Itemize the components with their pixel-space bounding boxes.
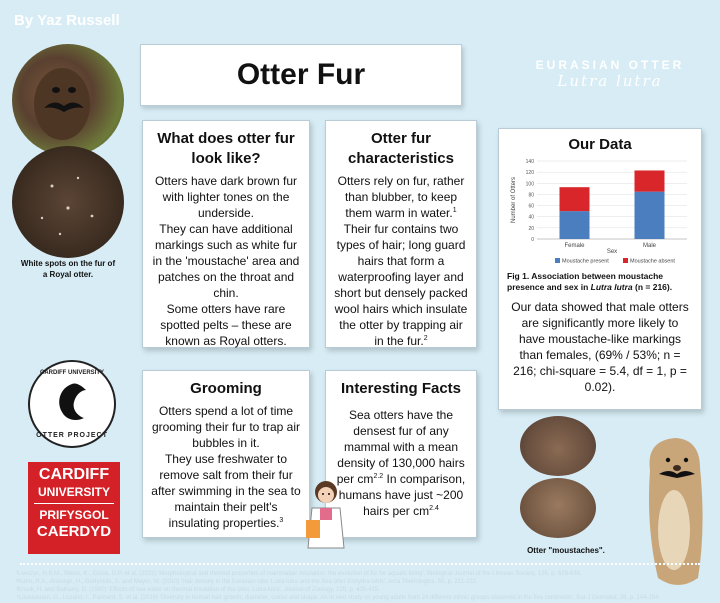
- bar: [560, 187, 590, 211]
- figure-caption: Fig 1. Association between moustache presence and sex in Lutra lutra (n = 216).: [507, 271, 673, 292]
- author-name: By Yaz Russell: [14, 12, 120, 29]
- bar: [635, 170, 665, 191]
- interesting-facts-text: Sea otters have the densest fur of any mammal with a mean density of 130,000 hairs per $cm^{2.2}$ In comparison, humans have just ~200 hairs per $cm^{2.4}$: [336, 408, 466, 518]
- references: [16, 570, 706, 602]
- fur-appearance-text-2: They can have additional markings such as white fur in the 'moustache' area and patches on the throat and chin.: [152, 222, 300, 300]
- fur-appearance-card: [142, 120, 310, 348]
- cu-line-2: UNIVERSITY: [37, 485, 110, 499]
- bar: [635, 192, 665, 239]
- cardiff-university-logo: [28, 462, 120, 554]
- y-tick-label: 0: [531, 237, 534, 243]
- y-tick-label: 40: [528, 214, 534, 221]
- fur-characteristics-heading: Otter fur characteristics: [348, 130, 454, 167]
- grooming-text-2: They use freshwater to remove salt from their fur after swimming in the sea to maintain their pelt's insulating properties.$^3$: [151, 452, 301, 530]
- fur-appearance-text-3: Some otters have rare spotted pelts – these are known as Royal otters.: [160, 302, 292, 348]
- fur-spots-icon: [12, 146, 124, 258]
- interesting-facts-heading: Interesting Facts: [340, 380, 462, 397]
- y-axis-label: Number of Otters: [511, 176, 517, 224]
- otter-moustache-photo-1: [520, 416, 596, 476]
- fur-characteristics-text-2: Their fur contains two types of hair; long guard hairs that form a waterproofing layer and short but densely packed wool hairs which insulate the otter by trapping air in the fur.$^2$: [334, 222, 468, 348]
- legend-swatch: [555, 258, 560, 263]
- grooming-heading: Grooming: [190, 380, 262, 397]
- royal-otter-fur-photo: [12, 146, 124, 258]
- moustache-sex-chart: [507, 157, 695, 269]
- y-tick-label: 120: [525, 170, 534, 177]
- reference-2: ²Kuhn, R.A., Ansorge, H., Godynicki, S. and Meyer, W. (2010) 'Hair density in the Eurasian otter Lutra lutra and the Sea otter Enhydra lutris', Acta Theriologica, 55, p. 211-222.: [16, 579, 478, 585]
- species-latin-name: Lutra lutra: [557, 72, 663, 90]
- grooming-text-1: Otters spend a lot of time grooming their fur to trap air bubbles in it.: [151, 404, 301, 450]
- legend-swatch: [623, 258, 628, 263]
- fur-characteristics-card: [325, 120, 477, 348]
- y-tick-label: 80: [528, 192, 534, 199]
- fur-appearance-text-1: Otters have dark brown fur with lighter tones on the underside.: [154, 174, 298, 220]
- otter-project-logo: [28, 360, 116, 448]
- legend-label: Moustache absent: [630, 258, 675, 265]
- y-tick-label: 20: [528, 225, 534, 232]
- cu-line-4: CAERDYD: [36, 523, 112, 540]
- otter-photo: [12, 44, 124, 156]
- divider-dotted: [20, 563, 700, 565]
- cu-line-3: PRIFYSGOL: [39, 508, 109, 522]
- bar: [560, 211, 590, 239]
- cu-divider: [34, 503, 114, 504]
- y-tick-label: 60: [528, 203, 534, 210]
- our-data-text: Our data showed that male otters are significantly more likely to have moustache-like markings than females, (69% / 53%; n = 216; chi-square = 5.4, df = 1, p = 0.02).: [511, 300, 689, 394]
- reference-3: ³Kruuk, H. and Balharry, D. (1990) 'Effects of sea water on thermal insulation of the otter, Lutra lutra', Journal of Zoology, 220, p. 405-415.: [16, 587, 380, 593]
- scientist-cartoon-icon: [298, 478, 354, 552]
- species-label: [520, 58, 700, 90]
- x-tick-label: Male: [642, 243, 657, 249]
- otter-moustache-photo-2: [520, 478, 596, 538]
- y-tick-label: 100: [525, 181, 534, 188]
- x-axis-label: Sex: [606, 249, 618, 255]
- otter-project-top-text: CARDIFF UNIVERSITY: [39, 370, 104, 376]
- reference-4: ⁴Loussouarn, G., Lozano, I., Panhard, S. et al. (2016) 'Diversity in human hair growth, diameter, colour and shape. An in vivo study on young adults from 24 different ethnic groups observed in the five continents', Eur J Dermatol, 26, p. 144-154.: [16, 595, 661, 601]
- our-data-heading: Our Data: [568, 136, 632, 153]
- species-common-name: EURASIAN OTTER: [535, 58, 685, 72]
- legend-label: Moustache present: [562, 258, 609, 265]
- royal-otter-caption: White spots on the fur of a Royal otter.: [20, 259, 116, 279]
- reference-1: ¹Liwszyc, H.S.M., Weiss, K., Costa, G.P. et al. (2022) 'Morphological and thermal properties of mammalian insulation: the evolution of fur for aquatic living', Biological Journal of the Linnean Society, 135, p. 628-638.: [16, 571, 582, 577]
- fur-appearance-heading: What does otter fur look like?: [157, 130, 295, 167]
- cu-line-1: CARDIFF: [38, 466, 110, 483]
- y-tick-label: 140: [525, 159, 534, 165]
- x-tick-label: Female: [564, 243, 585, 249]
- otter-moustaches-caption: Otter "moustaches".: [527, 546, 605, 555]
- our-data-card: [498, 128, 702, 410]
- otter-face-icon: [12, 44, 124, 156]
- otter-project-bottom-text: OTTER PROJECT: [36, 432, 108, 439]
- title-banner: [140, 44, 462, 106]
- page-title: Otter Fur: [236, 58, 366, 91]
- fur-characteristics-text-1: Otters rely on fur, rather than blubber, to keep them warm in water.$^1$: [337, 174, 465, 220]
- grooming-card: [142, 370, 310, 538]
